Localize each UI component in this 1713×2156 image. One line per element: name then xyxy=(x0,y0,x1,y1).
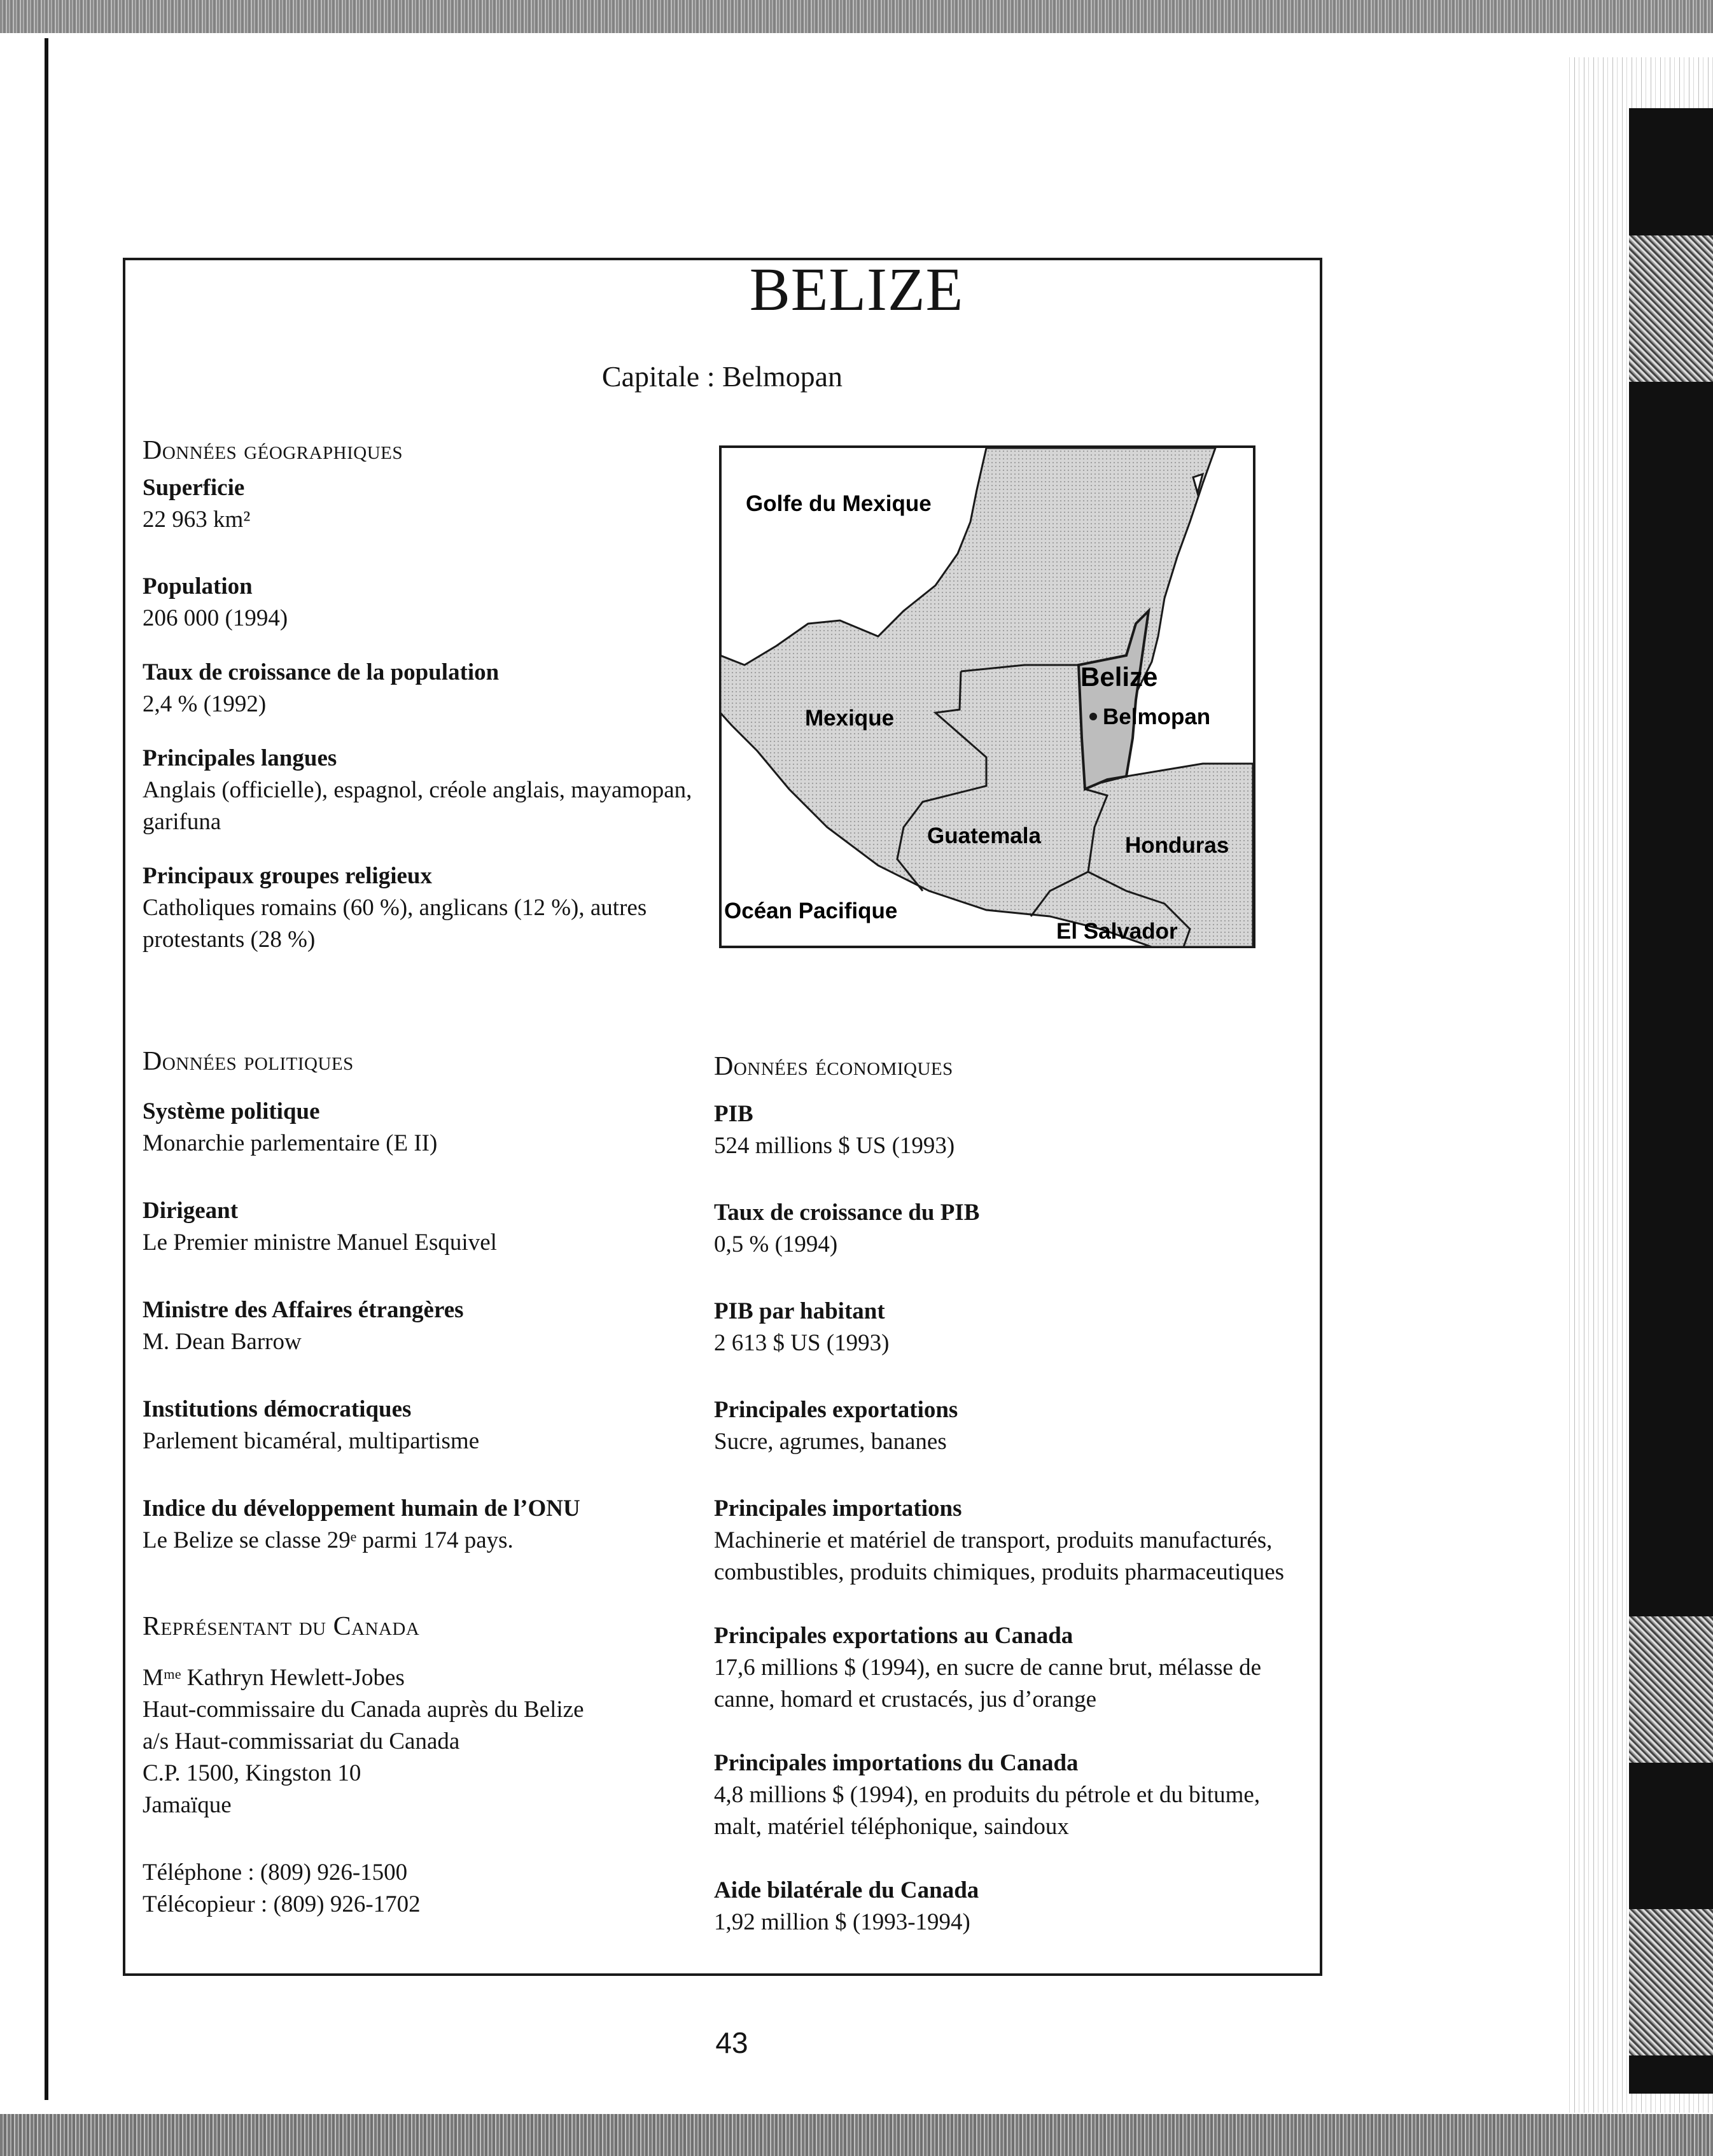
item-label: Institutions démocratiques xyxy=(143,1396,412,1422)
geo-item-population xyxy=(143,571,715,634)
map-label-guatemala: Guatemala xyxy=(927,823,1041,848)
rep-line: Mᵐᵉ Kathryn Hewlett-Jobes xyxy=(143,1665,405,1691)
rep-spacer xyxy=(143,1821,715,1857)
scan-noise-lower xyxy=(1629,1909,1713,2055)
item-label: Ministre des Affaires étrangères xyxy=(143,1297,464,1323)
item-label: Principales langues xyxy=(143,745,337,771)
politique-column xyxy=(143,1096,715,1592)
item-label: Dirigeant xyxy=(143,1198,239,1224)
geo-item-area xyxy=(143,472,715,536)
item-value: 2 613 $ US (1993) xyxy=(714,1330,890,1356)
representant-heading: Représentant du Canada xyxy=(143,1612,420,1641)
item-value: Catholiques romains (60 %), anglicans (12 %), autres protestants (28 %) xyxy=(143,895,647,953)
economie-column xyxy=(714,1098,1306,1938)
representant-column xyxy=(143,1662,715,1921)
map-label-gulf: Golfe du Mexique xyxy=(746,491,932,516)
page-number: 43 xyxy=(715,2026,748,2059)
item-value: 1,92 million $ (1993-1994) xyxy=(714,1909,970,1935)
item-value: Monarchie parlementaire (E II) xyxy=(143,1130,438,1156)
rep-line: C.P. 1500, Kingston 10 xyxy=(143,1760,361,1786)
rep-line: Jamaïque xyxy=(143,1792,232,1818)
item-value: 0,5 % (1994) xyxy=(714,1231,838,1257)
pol-item-system xyxy=(143,1096,715,1159)
pol-item-hdi xyxy=(143,1493,715,1557)
item-label: Principales exportations xyxy=(714,1397,958,1423)
item-value: 4,8 millions $ (1994), en produits du pétrole et du bitume, malt, matériel téléphonique, saindoux xyxy=(714,1782,1261,1840)
item-value: Le Belize se classe 29ᵉ parmi 174 pays. xyxy=(143,1527,514,1553)
eco-item-imports xyxy=(714,1493,1306,1588)
item-label: Principaux groupes religieux xyxy=(143,863,432,889)
eco-item-gdp xyxy=(714,1098,1306,1162)
rep-fax: Télécopieur : (809) 926-1702 xyxy=(143,1891,421,1917)
scan-edge-right-dark xyxy=(1629,108,1713,2094)
item-value: 524 millions $ US (1993) xyxy=(714,1133,955,1159)
item-value: Parlement bicaméral, multipartisme xyxy=(143,1428,480,1454)
item-value: Machinerie et matériel de transport, produits manufacturés, combustibles, produits chimiques, produits pharmaceutiques xyxy=(714,1527,1285,1585)
scan-edge-top xyxy=(0,0,1713,33)
eco-item-exports-canada xyxy=(714,1620,1306,1716)
map-label-capital: Belmopan xyxy=(1103,704,1211,729)
geo-item-religions xyxy=(143,860,715,956)
item-label: Principales importations xyxy=(714,1495,962,1522)
pol-item-leader xyxy=(143,1195,715,1259)
politique-heading: Données politiques xyxy=(143,1047,354,1076)
pol-item-institutions xyxy=(143,1394,715,1457)
item-label: Principales importations du Canada xyxy=(714,1750,1079,1776)
rep-phone: Téléphone : (809) 926-1500 xyxy=(143,1859,408,1886)
item-value: 22 963 km² xyxy=(143,507,251,533)
item-label: Population xyxy=(143,573,253,599)
item-label: Système politique xyxy=(143,1098,320,1124)
page-title: BELIZE xyxy=(749,255,964,323)
map-label-belize: Belize xyxy=(1080,662,1158,692)
geo-item-growth xyxy=(143,657,715,720)
eco-item-imports-canada xyxy=(714,1747,1306,1843)
regional-map xyxy=(719,445,1255,948)
item-label: Indice du développement humain de l’ONU xyxy=(143,1495,580,1522)
item-value: 2,4 % (1992) xyxy=(143,691,267,717)
item-label: PIB xyxy=(714,1101,753,1127)
geo-item-languages xyxy=(143,743,715,838)
scan-edge-bottom xyxy=(0,2114,1713,2156)
geo-column xyxy=(143,472,715,991)
economie-heading: Données économiques xyxy=(714,1052,953,1081)
eco-item-aid xyxy=(714,1875,1306,1938)
map-label-mexico: Mexique xyxy=(805,706,895,731)
eco-item-exports xyxy=(714,1394,1306,1458)
geo-heading: Données géographiques xyxy=(143,436,403,465)
item-label: Superficie xyxy=(143,475,245,501)
item-label: PIB par habitant xyxy=(714,1298,885,1324)
eco-item-gdp-growth xyxy=(714,1197,1306,1261)
eco-item-gdp-per-capita xyxy=(714,1296,1306,1359)
item-value: 206 000 (1994) xyxy=(143,605,288,631)
capital-marker-icon xyxy=(1089,713,1097,720)
scan-edge-left xyxy=(0,38,48,2100)
item-value: Le Premier ministre Manuel Esquivel xyxy=(143,1229,497,1256)
pol-item-foreign-minister xyxy=(143,1294,715,1358)
item-label: Taux de croissance du PIB xyxy=(714,1200,980,1226)
map-label-pacific: Océan Pacifique xyxy=(724,899,898,923)
item-value: Sucre, agrumes, bananes xyxy=(714,1429,947,1455)
rep-line: a/s Haut-commissariat du Canada xyxy=(143,1728,460,1754)
map-label-salvador: El Salvador xyxy=(1056,919,1178,944)
item-value: Anglais (officielle), espagnol, créole anglais, mayamopan, garifuna xyxy=(143,777,692,835)
item-label: Aide bilatérale du Canada xyxy=(714,1877,979,1903)
scan-noise-middle xyxy=(1629,1616,1713,1763)
rep-line: Haut-commissaire du Canada auprès du Belize xyxy=(143,1697,584,1723)
item-label: Principales exportations au Canada xyxy=(714,1623,1073,1649)
item-label: Taux de croissance de la population xyxy=(143,659,500,685)
map-label-honduras: Honduras xyxy=(1125,833,1229,858)
item-value: M. Dean Barrow xyxy=(143,1329,302,1355)
capital-line: Capitale : Belmopan xyxy=(601,360,843,393)
item-value: 17,6 millions $ (1994), en sucre de canne brut, mélasse de canne, homard et crustacés, jus d’orange xyxy=(714,1655,1262,1712)
